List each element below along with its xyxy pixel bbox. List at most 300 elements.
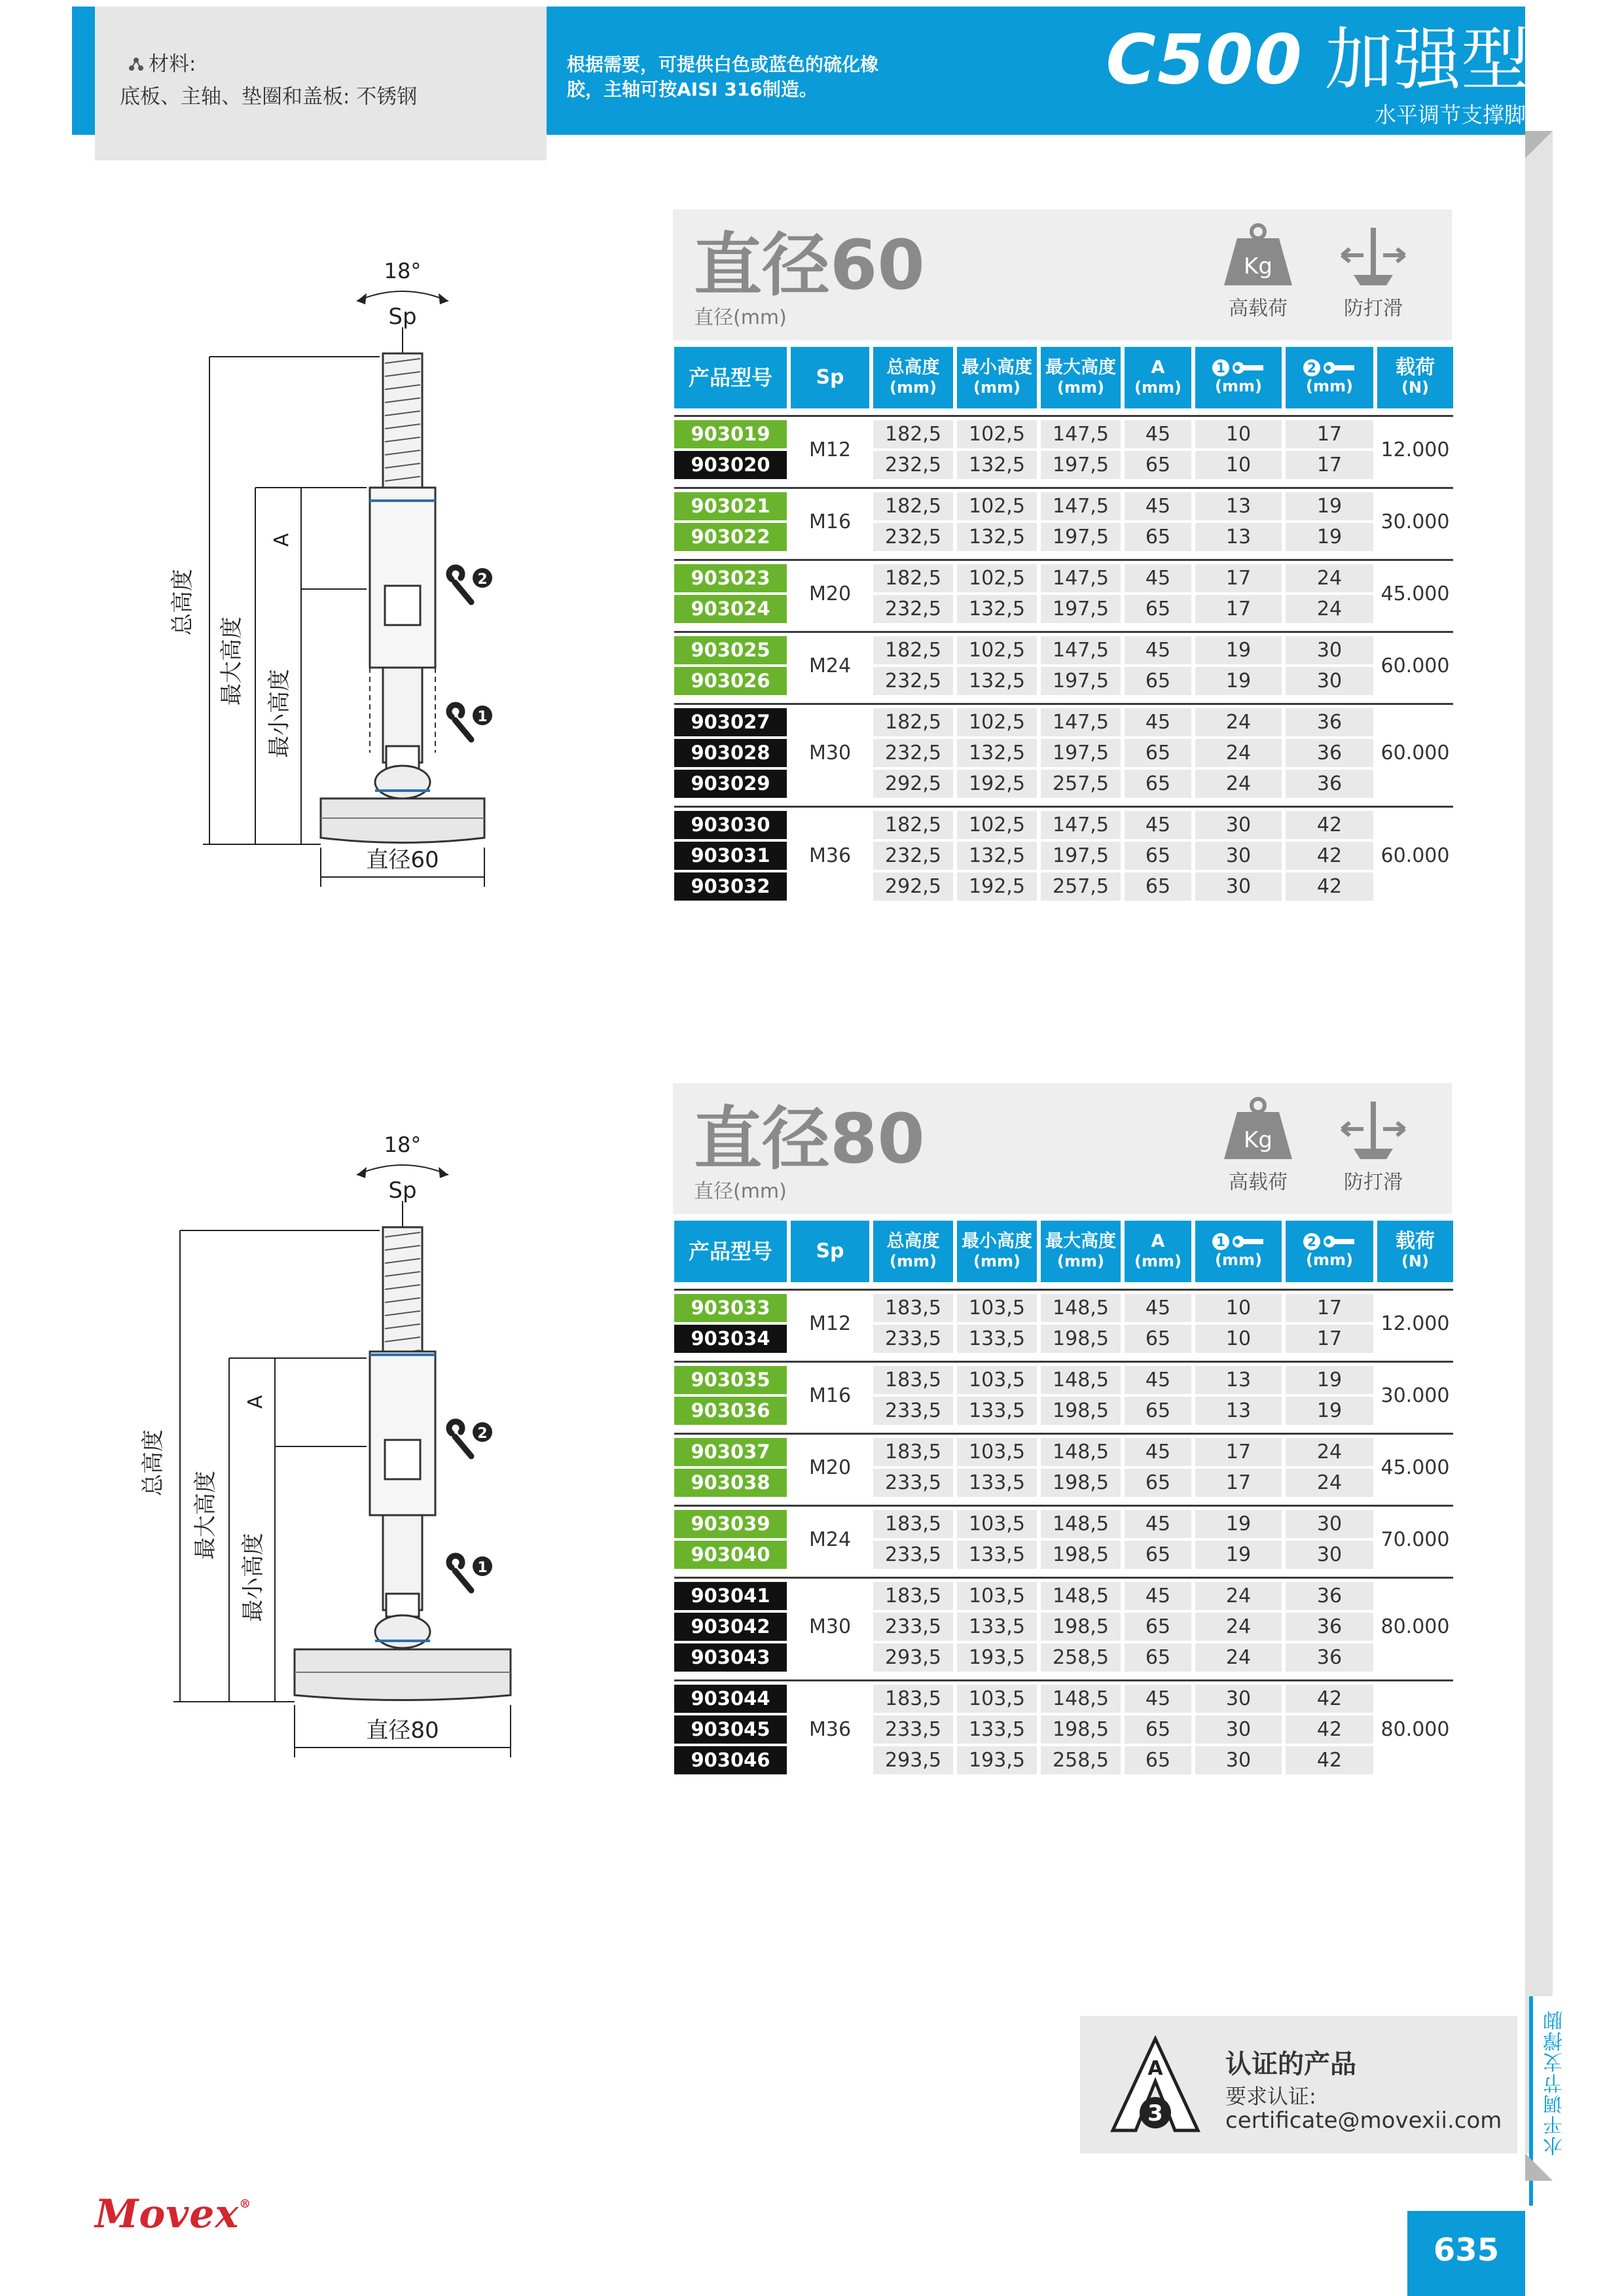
cell-max: 258,5: [1041, 1746, 1121, 1774]
cell-max: 197,5: [1041, 667, 1121, 695]
cell-total: 232,5: [873, 739, 953, 767]
base-plate: [295, 1649, 511, 1700]
product-code: 903028: [674, 739, 787, 767]
section-title: 直径60: [694, 225, 925, 305]
load-value: 80.000: [1380, 1615, 1450, 1638]
load-value: 45.000: [1380, 582, 1450, 605]
brand-logo: Movex®: [95, 2191, 252, 2237]
table-group: [674, 1433, 1453, 1498]
cell-w2: 42: [1286, 1746, 1373, 1774]
thread-size: M12: [808, 438, 852, 461]
product-code: 903022: [674, 523, 787, 551]
total-height-label: 总高度: [170, 569, 196, 636]
cell-total: 292,5: [873, 770, 953, 798]
cell-min: 102,5: [957, 708, 1037, 736]
product-code: 903033: [674, 1294, 787, 1322]
product-code: 903019: [674, 420, 787, 448]
table-group: [674, 415, 1453, 480]
side-tab-label: 水平调节支撑脚: [1543, 2009, 1566, 2156]
cell-min: 103,5: [957, 1366, 1037, 1394]
cell-min: 102,5: [957, 811, 1037, 839]
cell-w2: 24: [1286, 564, 1373, 592]
cell-min: 103,5: [957, 1294, 1037, 1322]
cell-max: 148,5: [1041, 1510, 1121, 1538]
col-sp: Sp: [791, 1221, 869, 1282]
cell-max: 198,5: [1041, 1325, 1121, 1353]
section-subtitle: 直径(mm): [694, 306, 787, 329]
cell-a: 45: [1125, 1366, 1191, 1394]
total-height-label: 总高度: [140, 1429, 166, 1496]
page-edge: [1525, 131, 1553, 2153]
cell-total: 183,5: [873, 1438, 953, 1466]
thread-size: M16: [808, 510, 852, 533]
wrench-icon: [1231, 1233, 1265, 1250]
brand-name: Movex: [95, 2191, 240, 2237]
cell-w2: 30: [1286, 1510, 1373, 1538]
load-value: 12.000: [1380, 438, 1450, 461]
col-code: 产品型号: [674, 347, 787, 408]
thread-size: M36: [808, 844, 852, 867]
col-wrench-1: 1 (mm): [1195, 1221, 1282, 1282]
col-a: A (mm): [1125, 347, 1191, 408]
cell-min: 102,5: [957, 636, 1037, 664]
max-height-label: 最大高度: [219, 617, 245, 706]
cell-a: 65: [1125, 1397, 1191, 1425]
cell-a: 65: [1125, 595, 1191, 623]
product-code: 903039: [674, 1510, 787, 1538]
cell-a: 45: [1125, 1438, 1191, 1466]
cell-total: 293,5: [873, 1643, 953, 1672]
cell-max: 197,5: [1041, 739, 1121, 767]
svg-text:Kg: Kg: [1244, 1127, 1272, 1153]
anti-slip-icon: [1334, 1096, 1413, 1162]
cell-w1: 30: [1195, 1746, 1282, 1774]
cell-max: 147,5: [1041, 811, 1121, 839]
svg-text:1: 1: [477, 709, 488, 725]
certification-email-link[interactable]: certificate@movexii.com: [1225, 2108, 1502, 2134]
spec-table: [674, 347, 1453, 902]
col-total-height: 总高度 (mm): [873, 1221, 953, 1282]
hex-upper: [385, 586, 420, 625]
cell-min: 193,5: [957, 1746, 1037, 1774]
cell-max: 197,5: [1041, 451, 1121, 479]
product-code: 903044: [674, 1685, 787, 1713]
cell-w2: 19: [1286, 1366, 1373, 1394]
cell-w2: 42: [1286, 872, 1373, 901]
table-body: [674, 415, 1453, 902]
cell-a: 65: [1125, 842, 1191, 870]
cell-a: 45: [1125, 492, 1191, 520]
hex-lower: [386, 1594, 419, 1617]
cell-a: 45: [1125, 564, 1191, 592]
cell-max: 197,5: [1041, 523, 1121, 551]
cell-w2: 17: [1286, 1294, 1373, 1322]
cell-w1: 24: [1195, 1643, 1282, 1672]
cell-min: 133,5: [957, 1469, 1037, 1497]
model-name: C500: [1106, 20, 1303, 99]
cell-total: 183,5: [873, 1582, 953, 1610]
cell-max: 147,5: [1041, 636, 1121, 664]
col-max-height: 最大高度 (mm): [1041, 1221, 1121, 1282]
cell-w1: 13: [1195, 492, 1282, 520]
load-value: 80.000: [1380, 1718, 1450, 1741]
cell-total: 293,5: [873, 1746, 953, 1774]
load-value: 30.000: [1380, 510, 1450, 533]
table-group: [674, 1289, 1453, 1354]
thread-size: M12: [808, 1312, 852, 1335]
cell-min: 192,5: [957, 872, 1037, 901]
product-code: 903038: [674, 1469, 787, 1497]
wrench-1-number-icon: 1: [1212, 359, 1229, 376]
cell-w1: 30: [1195, 842, 1282, 870]
cell-w1: 24: [1195, 1613, 1282, 1641]
cell-w2: 24: [1286, 1469, 1373, 1497]
cell-w1: 10: [1195, 420, 1282, 448]
col-total-height: 总高度 (mm): [873, 347, 953, 408]
svg-text:3: 3: [1147, 2100, 1163, 2126]
load-value: 70.000: [1380, 1528, 1450, 1551]
cell-a: 65: [1125, 872, 1191, 901]
sleeve: [370, 488, 435, 668]
section-title-box: [673, 209, 1452, 340]
cell-w2: 30: [1286, 636, 1373, 664]
product-code: 903021: [674, 492, 787, 520]
cell-w2: 36: [1286, 1643, 1373, 1672]
cell-w1: 19: [1195, 636, 1282, 664]
drawing-foot-80: [0, 1083, 655, 1803]
cell-total: 232,5: [873, 523, 953, 551]
cell-w1: 24: [1195, 708, 1282, 736]
cell-w1: 30: [1195, 811, 1282, 839]
col-max-height: 最大高度 (mm): [1041, 347, 1121, 408]
table-group: [674, 1361, 1453, 1426]
cell-w1: 24: [1195, 1582, 1282, 1610]
cell-min: 103,5: [957, 1685, 1037, 1713]
cell-w1: 10: [1195, 451, 1282, 479]
cell-w2: 36: [1286, 1613, 1373, 1641]
cell-a: 65: [1125, 1643, 1191, 1672]
page-subtitle: 水平调节支撑脚: [1375, 102, 1526, 128]
product-code: 903029: [674, 770, 787, 798]
base-plate: [321, 798, 484, 843]
product-code: 903045: [674, 1715, 787, 1744]
header-note: [567, 52, 960, 102]
table-header: [674, 1221, 1453, 1282]
cell-w2: 36: [1286, 739, 1373, 767]
load-value: 12.000: [1380, 1312, 1450, 1335]
load-value: 60.000: [1380, 844, 1450, 867]
cell-min: 132,5: [957, 451, 1037, 479]
cell-w1: 30: [1195, 1685, 1282, 1713]
col-a: A (mm): [1125, 1221, 1191, 1282]
heavy-load-label: 高载荷: [1229, 297, 1288, 320]
certification-box: [1080, 2016, 1517, 2153]
cell-w2: 42: [1286, 1685, 1373, 1713]
anti-slip-label: 防打滑: [1344, 1171, 1403, 1194]
cell-min: 133,5: [957, 1325, 1037, 1353]
max-height-label: 最大高度: [192, 1471, 219, 1560]
cell-w2: 36: [1286, 770, 1373, 798]
col-min-height: 最小高度 (mm): [957, 1221, 1037, 1282]
thread-size: M16: [808, 1384, 852, 1407]
product-code: 903025: [674, 636, 787, 664]
cell-w2: 24: [1286, 595, 1373, 623]
angle-label: 18°: [384, 1132, 422, 1157]
materials-text: 底板、主轴、垫圈和盖板: 不锈钢: [120, 85, 418, 109]
min-height-label: 最小高度: [266, 669, 293, 758]
cell-w1: 17: [1195, 564, 1282, 592]
cell-max: 148,5: [1041, 1294, 1121, 1322]
materials-title: [128, 47, 196, 77]
cell-total: 183,5: [873, 1510, 953, 1538]
cell-min: 102,5: [957, 564, 1037, 592]
wrench-2-icon: [449, 1422, 492, 1456]
cell-a: 45: [1125, 636, 1191, 664]
cell-w2: 36: [1286, 708, 1373, 736]
product-code: 903020: [674, 451, 787, 479]
load-value: 30.000: [1380, 1384, 1450, 1407]
col-code: 产品型号: [674, 1221, 787, 1282]
product-code: 903037: [674, 1438, 787, 1466]
angle-label: 18°: [384, 259, 422, 283]
cell-min: 132,5: [957, 739, 1037, 767]
cell-total: 292,5: [873, 872, 953, 901]
product-code: 903046: [674, 1746, 787, 1774]
product-code: 903042: [674, 1613, 787, 1641]
col-wrench-2: 2 (mm): [1286, 347, 1373, 408]
cell-w2: 24: [1286, 1438, 1373, 1466]
base-diameter-label: 直径80: [366, 1717, 439, 1744]
product-code: 903040: [674, 1541, 787, 1569]
hex-upper: [385, 1440, 420, 1479]
cell-total: 232,5: [873, 451, 953, 479]
product-code: 903024: [674, 595, 787, 623]
cell-min: 132,5: [957, 842, 1037, 870]
thread-size: M20: [808, 1456, 852, 1479]
cell-max: 148,5: [1041, 1582, 1121, 1610]
cell-total: 183,5: [873, 1685, 953, 1713]
cell-w2: 42: [1286, 1715, 1373, 1744]
drawing-foot-60: [0, 209, 655, 929]
wrench-icon: [1231, 359, 1265, 376]
cell-min: 103,5: [957, 1510, 1037, 1538]
product-code: 903036: [674, 1397, 787, 1425]
cell-max: 257,5: [1041, 872, 1121, 901]
cell-a: 45: [1125, 708, 1191, 736]
product-code: 903032: [674, 872, 787, 901]
product-code: 903043: [674, 1643, 787, 1672]
cell-total: 233,5: [873, 1715, 953, 1744]
threaded-shaft: [383, 1227, 422, 1358]
cell-max: 198,5: [1041, 1715, 1121, 1744]
cell-min: 132,5: [957, 667, 1037, 695]
cell-max: 198,5: [1041, 1541, 1121, 1569]
ball-joint: [375, 766, 430, 798]
svg-text:A: A: [1147, 2057, 1163, 2080]
cell-max: 198,5: [1041, 1613, 1121, 1641]
cell-a: 45: [1125, 1582, 1191, 1610]
cell-w1: 24: [1195, 739, 1282, 767]
wrench-1-icon: [449, 705, 492, 740]
anti-slip-feature: [1327, 1096, 1419, 1194]
table-group: [674, 806, 1453, 902]
min-height-label: 最小高度: [240, 1533, 266, 1622]
sleeve: [370, 1352, 435, 1515]
cell-w1: 10: [1195, 1294, 1282, 1322]
col-sp: Sp: [791, 347, 869, 408]
cell-w2: 42: [1286, 842, 1373, 870]
cell-w2: 36: [1286, 1582, 1373, 1610]
cell-max: 198,5: [1041, 1397, 1121, 1425]
cell-max: 147,5: [1041, 708, 1121, 736]
product-code: 903031: [674, 842, 787, 870]
cell-min: 132,5: [957, 595, 1037, 623]
thread-size: M20: [808, 582, 852, 605]
thread-size: M24: [808, 1528, 852, 1551]
certification-line: 要求认证:: [1225, 2084, 1316, 2109]
model-type: 加强型: [1324, 20, 1529, 99]
product-code: 903027: [674, 708, 787, 736]
load-value: 45.000: [1380, 1456, 1450, 1479]
cell-w1: 30: [1195, 1715, 1282, 1744]
a-label: A: [244, 1395, 267, 1409]
sp-label: Sp: [388, 1177, 417, 1204]
anti-slip-icon: [1334, 223, 1413, 288]
cell-total: 232,5: [873, 667, 953, 695]
cell-w2: 19: [1286, 523, 1373, 551]
cell-a: 65: [1125, 739, 1191, 767]
wrench-1-icon: [449, 1556, 492, 1590]
col-wrench-1: 1 (mm): [1195, 347, 1282, 408]
product-code: 903030: [674, 811, 787, 839]
page-title: [1106, 20, 1530, 99]
table-group: [674, 559, 1453, 624]
cell-total: 182,5: [873, 492, 953, 520]
wrench-icon: [1322, 359, 1356, 376]
cell-a: 65: [1125, 523, 1191, 551]
cell-max: 147,5: [1041, 564, 1121, 592]
cell-total: 233,5: [873, 1325, 953, 1353]
page-fold-top: [1525, 131, 1553, 158]
cell-w1: 19: [1195, 1510, 1282, 1538]
certification-title: 认证的产品: [1225, 2049, 1356, 2079]
kg-weight-icon: [1219, 1096, 1297, 1162]
ball-joint: [375, 1615, 430, 1648]
header-note-line2: 胶，主轴可按AISI 316制造。: [567, 79, 818, 100]
table-body: [674, 1289, 1453, 1776]
cell-max: 198,5: [1041, 1469, 1121, 1497]
a-label: A: [270, 533, 293, 547]
cell-max: 197,5: [1041, 595, 1121, 623]
heavy-load-label: 高载荷: [1229, 1171, 1288, 1194]
col-min-height: 最小高度 (mm): [957, 347, 1037, 408]
cell-w1: 17: [1195, 595, 1282, 623]
cell-w1: 10: [1195, 1325, 1282, 1353]
col-load: 载荷 (N): [1377, 1221, 1453, 1282]
cell-min: 192,5: [957, 770, 1037, 798]
svg-text:Kg: Kg: [1244, 253, 1272, 279]
cell-max: 148,5: [1041, 1438, 1121, 1466]
cell-a: 45: [1125, 1510, 1191, 1538]
wrench-2-number-icon: 2: [1303, 359, 1320, 376]
cell-w2: 17: [1286, 451, 1373, 479]
wrench-icon: [1322, 1233, 1356, 1250]
cell-min: 102,5: [957, 420, 1037, 448]
cell-min: 102,5: [957, 492, 1037, 520]
svg-text:2: 2: [477, 571, 488, 588]
header-note-line1: 根据需要，可提供白色或蓝色的硫化橡: [567, 54, 879, 75]
section-title: 直径80: [694, 1099, 925, 1179]
thread-size: M24: [808, 654, 852, 677]
table-group: [674, 703, 1453, 799]
cell-max: 257,5: [1041, 770, 1121, 798]
cell-total: 182,5: [873, 636, 953, 664]
cell-w2: 30: [1286, 1541, 1373, 1569]
product-code: 903035: [674, 1366, 787, 1394]
cell-a: 45: [1125, 420, 1191, 448]
cell-w1: 17: [1195, 1438, 1282, 1466]
spec-table: [674, 1221, 1453, 1776]
cell-total: 183,5: [873, 1366, 953, 1394]
cell-min: 133,5: [957, 1715, 1037, 1744]
cell-total: 182,5: [873, 708, 953, 736]
anti-slip-label: 防打滑: [1344, 297, 1403, 320]
cell-a: 65: [1125, 1715, 1191, 1744]
cell-total: 182,5: [873, 811, 953, 839]
table-group: [674, 1577, 1453, 1673]
cell-max: 148,5: [1041, 1685, 1121, 1713]
materials-box: [95, 7, 547, 160]
cell-a: 65: [1125, 667, 1191, 695]
cell-total: 233,5: [873, 1613, 953, 1641]
cell-a: 45: [1125, 1685, 1191, 1713]
section-title-box: [673, 1083, 1452, 1214]
cell-total: 182,5: [873, 420, 953, 448]
product-code: 903041: [674, 1582, 787, 1610]
cell-min: 193,5: [957, 1643, 1037, 1672]
sp-label: Sp: [388, 304, 417, 330]
cell-w1: 17: [1195, 1469, 1282, 1497]
thread-size: M36: [808, 1718, 852, 1741]
load-value: 60.000: [1380, 654, 1450, 677]
angle-arc: [357, 291, 448, 301]
cell-total: 232,5: [873, 595, 953, 623]
cell-a: 65: [1125, 770, 1191, 798]
product-code: 903023: [674, 564, 787, 592]
svg-text:1: 1: [477, 1560, 488, 1576]
cell-a: 65: [1125, 1469, 1191, 1497]
cell-a: 65: [1125, 1541, 1191, 1569]
cell-total: 183,5: [873, 1294, 953, 1322]
cell-a: 65: [1125, 1613, 1191, 1641]
cell-w2: 19: [1286, 492, 1373, 520]
cell-w1: 13: [1195, 523, 1282, 551]
cell-total: 182,5: [873, 564, 953, 592]
table-group: [674, 487, 1453, 552]
a3-certification-logo: [1106, 2036, 1204, 2134]
cell-w1: 24: [1195, 770, 1282, 798]
cell-w1: 19: [1195, 667, 1282, 695]
table-group: [674, 1505, 1453, 1570]
col-wrench-2: 2 (mm): [1286, 1221, 1373, 1282]
page-number: 635: [1407, 2211, 1525, 2296]
load-value: 60.000: [1380, 742, 1450, 764]
cell-w2: 30: [1286, 667, 1373, 695]
cell-a: 65: [1125, 1325, 1191, 1353]
cell-w2: 42: [1286, 811, 1373, 839]
materials-title-text: 材料:: [149, 52, 196, 76]
materials-icon: [128, 56, 145, 73]
